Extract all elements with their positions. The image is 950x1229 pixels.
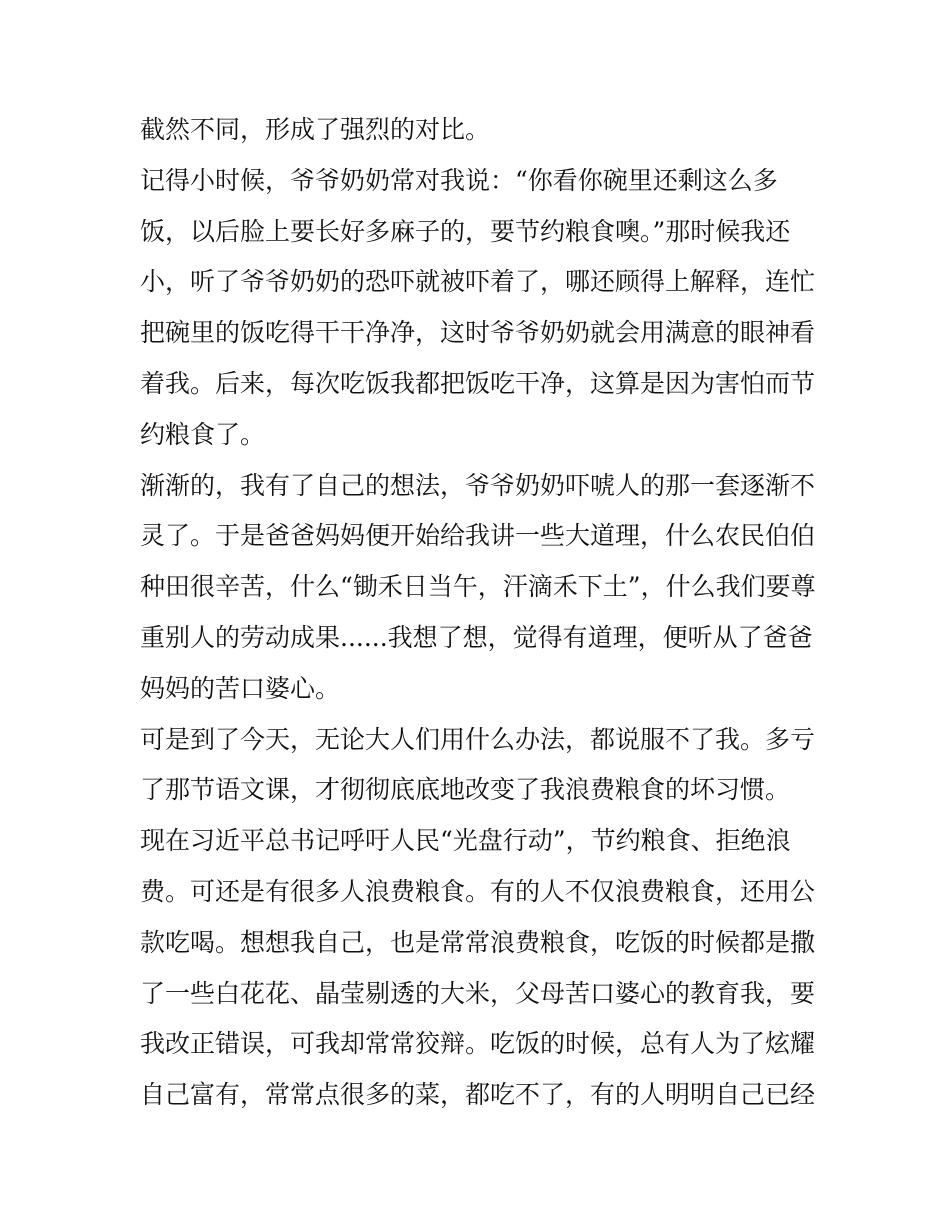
text-line: 重别人的劳动成果......我想了想，觉得有道理，便听从了爸爸 (140, 622, 813, 652)
text-line: 渐渐的，我有了自己的想法，爷爷奶奶吓唬人的那一套逐渐不 (140, 470, 816, 500)
text-line: 把碗里的饭吃得干干净净，这时爷爷奶奶就会用满意的眼神看 (140, 318, 816, 348)
text-line: 约粮食了。 (140, 419, 266, 449)
document-body (140, 105, 820, 1121)
text-line: 现在习近平总书记呼吁人民“光盘行动”，节约粮食、拒绝浪 (140, 826, 791, 856)
text-line: 灵了。于是爸爸妈妈便开始给我讲一些大道理，什么农民伯伯 (140, 521, 816, 551)
text-line: 截然不同，形成了强烈的对比。 (140, 115, 491, 144)
text-line: 了一些白花花、晶莹剔透的大米，父母苦口婆心的教育我，要 (140, 978, 816, 1008)
text-line: 可是到了今天，无论大人们用什么办法，都说服不了我。多亏 (140, 724, 816, 754)
text-line: 妈妈的苦口婆心。 (140, 673, 341, 703)
text-line: 了那节语文课，才彻彻底底地改变了我浪费粮食的坏习惯。 (140, 775, 791, 805)
text-line: 着我。后来，每次吃饭我都把饭吃干净，这算是因为害怕而节 (140, 368, 816, 398)
text-line: 记得小时候，爷爷奶奶常对我说：“你看你碗里还剩这么多 (140, 165, 778, 195)
text-line: 种田很辛苦，什么“锄禾日当午，汗滴禾下土”，什么我们要尊 (140, 572, 816, 602)
text-line: 费。可还是有很多人浪费粮食。有的人不仅浪费粮食，还用公 (140, 876, 816, 906)
text-line: 小，听了爷爷奶奶的恐吓就被吓着了，哪还顾得上解释，连忙 (140, 267, 816, 297)
text-line: 我改正错误，可我却常常狡辩。吃饭的时候，总有人为了炫耀 (140, 1029, 816, 1059)
text-line: 款吃喝。想想我自己，也是常常浪费粮食，吃饭的时候都是撒 (140, 927, 816, 957)
text-line: 饭，以后脸上要长好多麻子的，要节约粮食噢。”那时候我还 (140, 216, 791, 246)
text-line: 自己富有，常常点很多的菜，都吃不了，有的人明明自己已经 (140, 1080, 816, 1110)
